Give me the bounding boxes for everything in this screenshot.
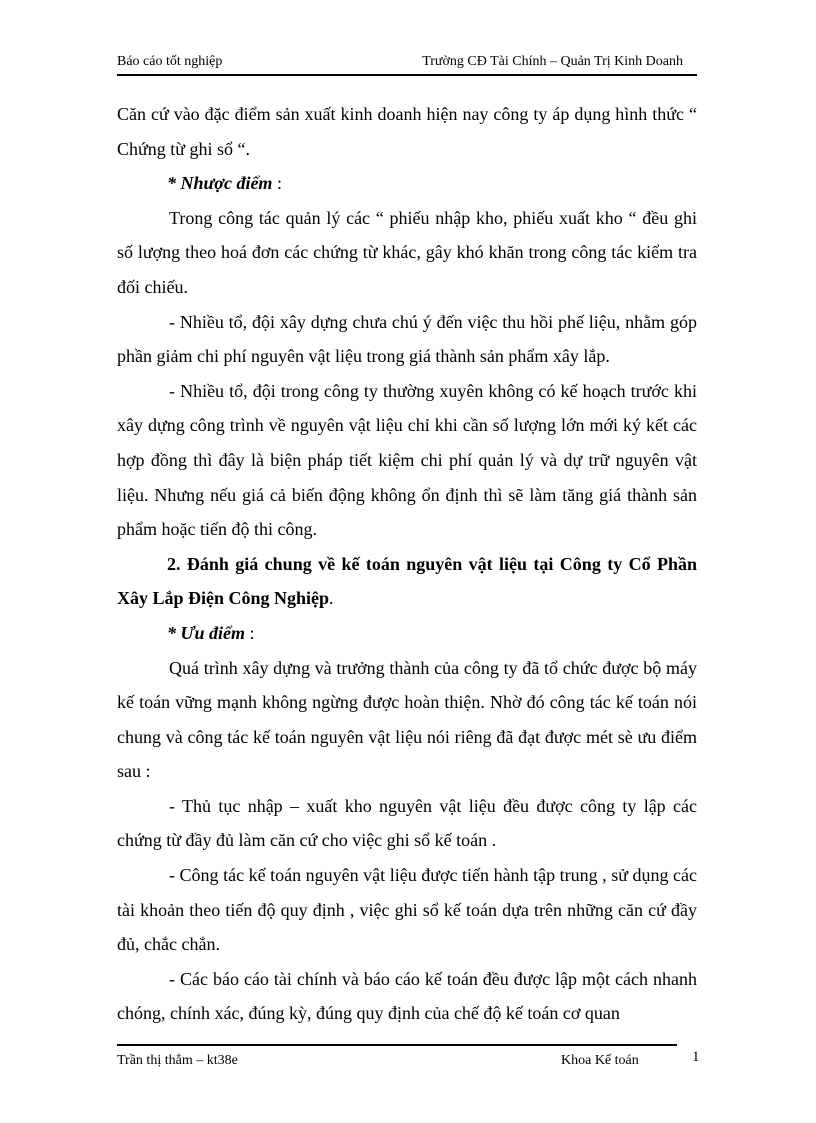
- footer-author: Trần thị thắm – kt38e: [117, 1053, 238, 1068]
- header-left-text: Báo cáo tốt nghiệp: [117, 54, 223, 69]
- paragraph: - Nhiều tổ, đội trong công ty thường xuyên không có kế hoạch trước khi xây dựng công trình về nguyên vật liệu chỉ khi cần số lượng lớn mới ký kết các hợp đồng thì đây là biện pháp tiết kiệm chi phí quản lý và dự trữ nguyên vật liệu. Nhưng nếu giá cả biến động không ổn định thì sẽ làm tăng giá thành sản phẩm hoặc tiến độ thi công.: [117, 380, 697, 540]
- subheading-title: * Ưu điểm: [167, 622, 245, 643]
- subheading-suffix: :: [244, 622, 255, 643]
- page-footer: [117, 1044, 677, 1076]
- subheading-suffix: :: [272, 173, 282, 194]
- subheading-title: * Nhược điểm: [167, 173, 273, 194]
- section-heading: [117, 547, 697, 616]
- document-body: [117, 97, 697, 1031]
- paragraph: - Các báo cáo tài chính và báo cáo kế toán đều được lập một cách nhanh chóng, chính xác, đúng kỳ, đúng quy định của chế độ kế toán cơ quan: [117, 968, 697, 1024]
- footer-department: Khoa Kế toán: [561, 1053, 639, 1068]
- paragraph: Căn cứ vào đặc điểm sản xuất kinh doanh hiện nay công ty áp dụng hình thức “ Chứng từ ghi sổ “.: [117, 104, 697, 159]
- header-right-text: Trường CĐ Tài Chính – Quản Trị Kinh Doanh: [422, 54, 683, 69]
- subheading-disadvantages: [117, 166, 697, 201]
- page-header: [117, 52, 697, 76]
- paragraph: Trong công tác quản lý các “ phiếu nhập kho, phiếu xuất kho “ đều ghi số lượng theo hoá đơn các chứng từ khác, gây khó khăn trong công tác kiểm tra đối chiếu.: [117, 207, 697, 297]
- page-number: 1: [692, 1049, 700, 1065]
- paragraph: - Công tác kế toán nguyên vật liệu được tiến hành tập trung , sử dụng các tài khoản theo tiến độ quy định , việc ghi sổ kế toán dựa trên những căn cứ đầy đủ, chắc chắn.: [117, 865, 697, 955]
- section-title: 2. Đánh giá chung về kế toán nguyên vật liệu tại Công ty Cổ Phần Xây Lắp Điện Công Nghiệp: [117, 553, 697, 609]
- paragraph: - Thủ tục nhập – xuất kho nguyên vật liệu đều được công ty lập các chứng từ đầy đủ làm căn cứ cho việc ghi sổ kế toán .: [117, 795, 697, 851]
- subheading-advantages: [117, 616, 697, 651]
- section-suffix: .: [329, 588, 334, 609]
- paragraph: - Nhiều tổ, đội xây dựng chưa chú ý đến việc thu hồi phế liệu, nhằm góp phần giảm chi phí nguyên vật liệu trong giá thành sản phẩm xây lắp.: [117, 311, 697, 367]
- paragraph: Quá trình xây dựng và trưởng thành của công ty đã tổ chức được bộ máy kế toán vững mạnh không ngừng được hoàn thiện. Nhờ đó công tác kế toán nói chung và công tác kế toán nguyên vật liệu nói riêng đã đạt được mét sè ưu điểm sau :: [117, 657, 697, 782]
